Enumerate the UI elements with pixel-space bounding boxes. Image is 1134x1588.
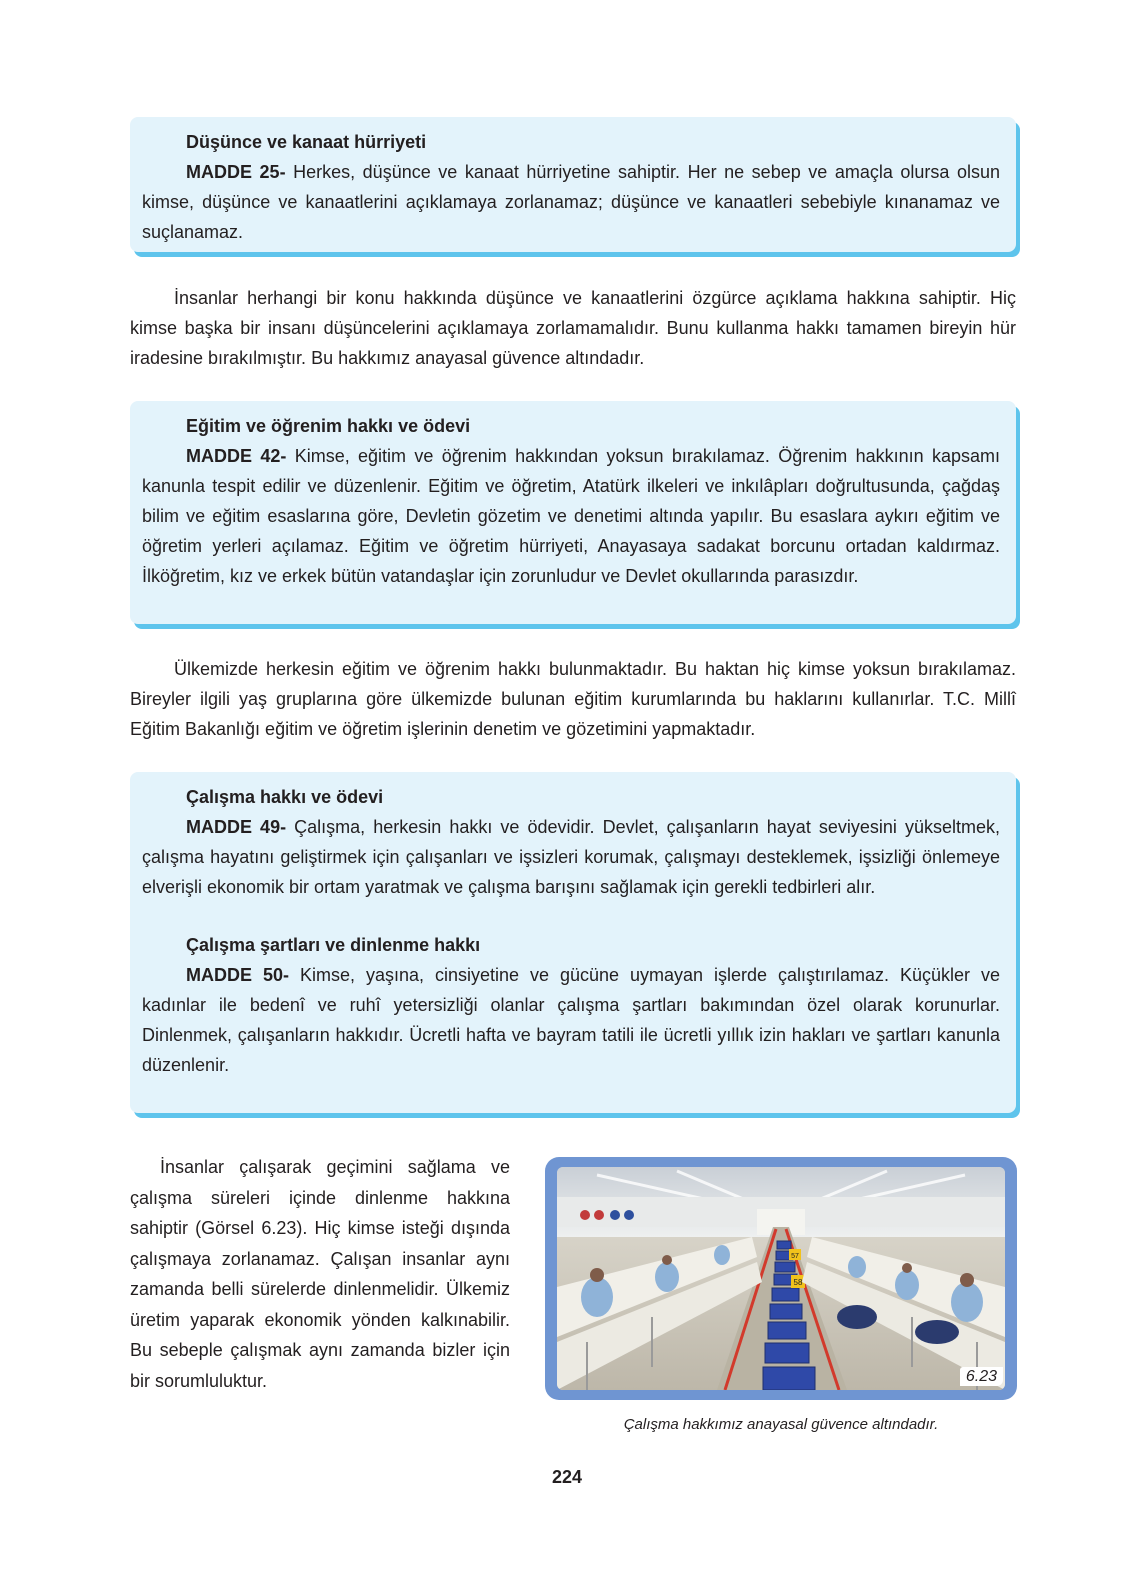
article-50-title: Çalışma şartları ve dinlenme hakkı xyxy=(186,935,481,955)
paragraph-expression: İnsanlar herhangi bir konu hakkında düşünce ve kanaatlerini özgürce açıklama hakkına sahiptir. Hiç kimse başka bir insanı düşüncelerini açıklamaya zorlamamalıdır. Bunu kullanma hakkı tamamen bireyin hür iradesine bırakılmıştır. Bu hakkımız anayasal güvence altındadır. xyxy=(130,288,1016,368)
figure-frame xyxy=(545,1157,1017,1400)
article-42-box xyxy=(130,401,1016,624)
bin-tag-58-label: 58 xyxy=(793,1278,803,1287)
article-49-50-box xyxy=(130,772,1016,1113)
article-49-label: MADDE 49- xyxy=(186,817,287,837)
page-number: 224 xyxy=(551,1467,583,1487)
bin-tag-57-label: 57 xyxy=(791,1253,799,1260)
article-49-title: Çalışma hakkı ve ödevi xyxy=(186,787,384,807)
article-50-text xyxy=(142,960,1000,1080)
paragraph-education: Ülkemizde herkesin eğitim ve öğrenim hakkı bulunmaktadır. Bu haktan hiç kimse yoksun bırakılamaz. Bireyler ilgili yaş gruplarına göre ülkemizde bulunan eğitim kurumlarında bu haklarını kullanırlar. T.C. Millî Eğitim Bakanlığı eğitim ve öğretim işlerinin denetim ve gözetimini yapmaktadır. xyxy=(130,659,1016,739)
article-25-title: Düşünce ve kanaat hürriyeti xyxy=(186,132,427,152)
article-42-text xyxy=(142,441,1000,591)
factory-illustration xyxy=(557,1167,1005,1390)
article-49-body: Çalışma, herkesin hakkı ve ödevidir. Devlet, çalışanların hayat seviyesini yükseltmek, çalışma hayatını geliştirmek için çalışanları ve işsizleri korumak, çalışmayı desteklemek, işsizliği önlemeye elverişli ekonomik bir ortam yaratmak ve çalışma barışını sağlamak için gerekli tedbirleri alır. xyxy=(142,817,1000,897)
article-25-body: Herkes, düşünce ve kanaat hürriyetine sahiptir. Her ne sebep ve amaçla olursa olsun kimse, düşünce ve kanaatlerini açıklamaya zorlanamaz; düşünce ve kanaatleri sebebiyle kınanamaz ve suçlanamaz. xyxy=(142,162,1001,242)
article-50-label: MADDE 50- xyxy=(186,965,289,985)
article-42-body: Kimse, eğitim ve öğrenim hakkından yoksun bırakılamaz. Öğrenim hakkının kapsamı kanunla tespit edilir ve düzenlenir. Eğitim ve öğretim, Atatürk ilkeleri ve inkılâpları doğrultusunda, çağdaş bilim ve eğitim esaslarına göre, Devletin gözetim ve denetimi altında yapılır. Bu esaslara aykırı eğitim ve öğretim yerleri açılamaz. Eğitim ve öğretim hürriyeti, Anayasaya sadakat borcunu ortadan kaldırmaz. İlköğretim, kız ve erkek bütün vatandaşlar için zorunludur ve Devlet okullarında parasızdır. xyxy=(142,446,1000,586)
article-42-title: Eğitim ve öğrenim hakkı ve ödevi xyxy=(186,416,471,436)
factory-photo xyxy=(557,1167,1005,1390)
figure-caption: Çalışma hakkımız anayasal güvence altındadır. xyxy=(623,1416,939,1433)
article-42-label: MADDE 42- xyxy=(186,446,287,466)
article-50-body: Kimse, yaşına, cinsiyetine ve gücüne uymayan işlerde çalıştırılamaz. Küçükler ve kadınlar ile bedenî ve ruhî yetersizliği olanlar çalışma şartları bakımından özel olarak korunurlar. Dinlenmek, çalışanların hakkıdır. Ücretli hafta ve bayram tatili ile ücretli yıllık izin hakları ve şartları kanunla düzenlenir. xyxy=(142,965,1001,1075)
article-25-label: MADDE 25- xyxy=(186,162,286,182)
figure-number: 6.23 xyxy=(960,1367,1003,1386)
article-49-text xyxy=(142,812,1000,902)
article-25-box xyxy=(130,117,1016,252)
paragraph-work: İnsanlar çalışarak geçimini sağlama ve çalışma süreleri içinde dinlenme hakkına sahiptir (Görsel 6.23). Hiç kimse isteği dışında çalışmaya zorlanamaz. Çalışan insanlar aynı zamanda belli sürelerde dinlenmelidir. Ülkemiz üretim yaparak ekonomik yönden kalkınabilir. Bu sebeple çalışmak aynı zamanda bizler için bir sorumluluktur. xyxy=(130,1157,510,1391)
article-25-text xyxy=(142,157,1000,247)
